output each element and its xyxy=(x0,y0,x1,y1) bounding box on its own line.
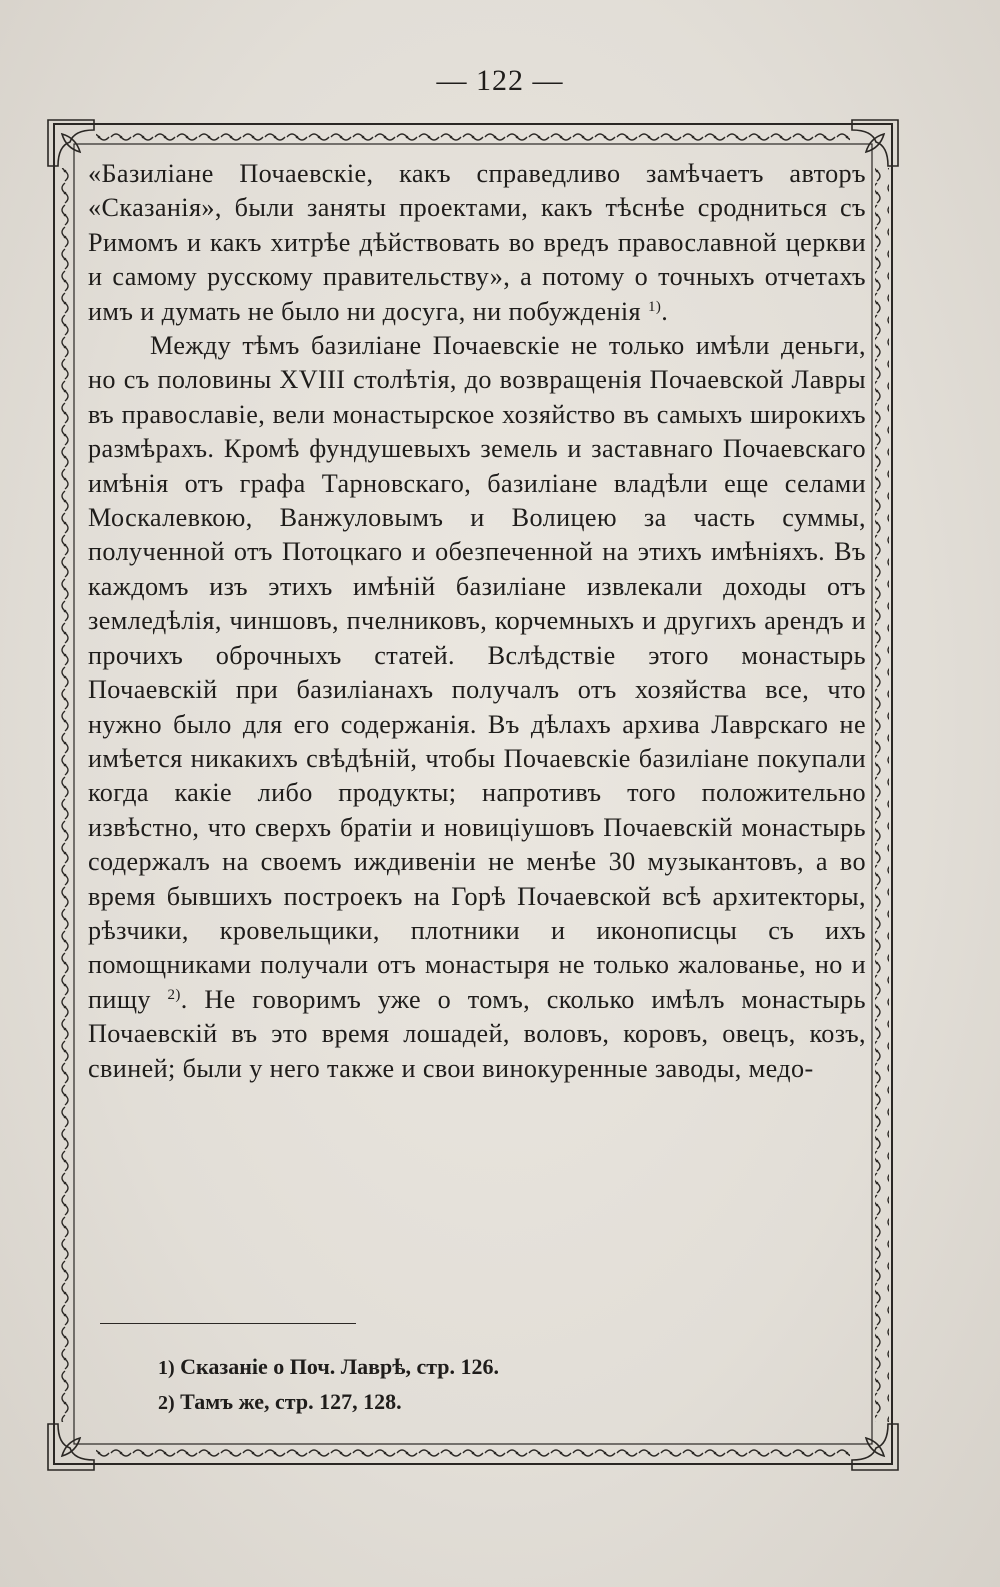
paragraph-2-tail: . Не говоримъ уже о томъ, сколько имѣлъ монастырь Почаевскій въ это время лошадей, воловъ, коровъ, овецъ, козъ, свиней; были у него также и свои винокуренные заводы, медо- xyxy=(88,984,866,1083)
paragraph-1-text: «Базиліане Почаевскіе, какъ справедливо замѣчаетъ авторъ «Сказанія», были заняты проектами, какъ тѣснѣе сродниться съ Римомъ и какъ хитрѣе дѣйствовать во вредъ православной церкви и самому русскому правительству», а потому о точныхъ отчетахъ имъ и думать не было ни досуга, ни побужденія xyxy=(88,159,866,326)
paragraph-1: «Базиліане Почаевскіе, какъ справедливо замѣчаетъ авторъ «Сказанія», были заняты проектами, какъ тѣснѣе сродниться съ Римомъ и какъ хитрѣе дѣйствовать во вредъ православной церкви и самому русскому правительству», а потому о точныхъ отчетахъ имъ и думать не было ни досуга, ни побужденія $^{1)}$. xyxy=(88,159,866,326)
footnote-1 xyxy=(158,1350,499,1385)
main-text xyxy=(88,157,866,1086)
page-number: — 122 — xyxy=(436,64,564,97)
footnote-2-number: 2) xyxy=(158,1392,175,1414)
footnote-2-text: Тамъ же, стр. 127, 128. xyxy=(180,1389,402,1414)
footnote-divider xyxy=(100,1323,356,1324)
footnote-1-text: Сказаніе о Поч. Лаврѣ, стр. 126. xyxy=(180,1354,500,1379)
paragraph-2-text: Между тѣмъ базиліане Почаевскіе не только имѣли деньги, но съ половины XVIII столѣтія, до возвращенія Почаевской Лавры въ православіе, вели монастырское хозяйство въ самыхъ широкихъ размѣрахъ. Кромѣ фундушевыхъ земель и заставнаго Почаевскаго имѣнія отъ графа Тарновскаго, базиліане владѣли еще селами Москалевкою, Ванжуловымъ и Волицею за часть суммы, полученной отъ Потоцкаго и обезпеченной на этихъ имѣніяхъ. Въ каждомъ изъ этихъ имѣній базиліане извлекали доходы отъ земледѣлія, чиншовъ, пчелниковъ, корчемныхъ и другихъ арендъ и прочихъ оброчныхъ статей. Вслѣдствіе этого монастырь Почаевскій при базиліанахъ получалъ отъ хозяйства все, что нужно было для его содержанія. Въ дѣлахъ архива Лаврскаго не имѣется никакихъ свѣдѣній, чтобы Почаевскіе базиліане покупали когда какіе либо продукты; напротивъ того положительно извѣстно, что сверхъ братіи и новиціушовъ Почаевскій монастырь содержалъ на своемъ иждивеніи не менѣе 30 музыкантовъ, а во время бывшихъ построекъ на Горѣ Почаевской всѣ архитекторы, рѣзчики, кровельщики, плотники и иконописцы съ ихъ помощниками получали отъ монастыря не только жалованье, но и пищу xyxy=(88,331,866,1014)
footnote-ref-2: 2) xyxy=(167,986,181,1003)
footnote-2 xyxy=(158,1385,499,1420)
footnotes xyxy=(158,1350,499,1420)
paragraph-2 xyxy=(88,329,866,1086)
footnote-ref-1: 1) xyxy=(647,298,662,315)
footnote-1-number: 1) xyxy=(158,1357,175,1379)
